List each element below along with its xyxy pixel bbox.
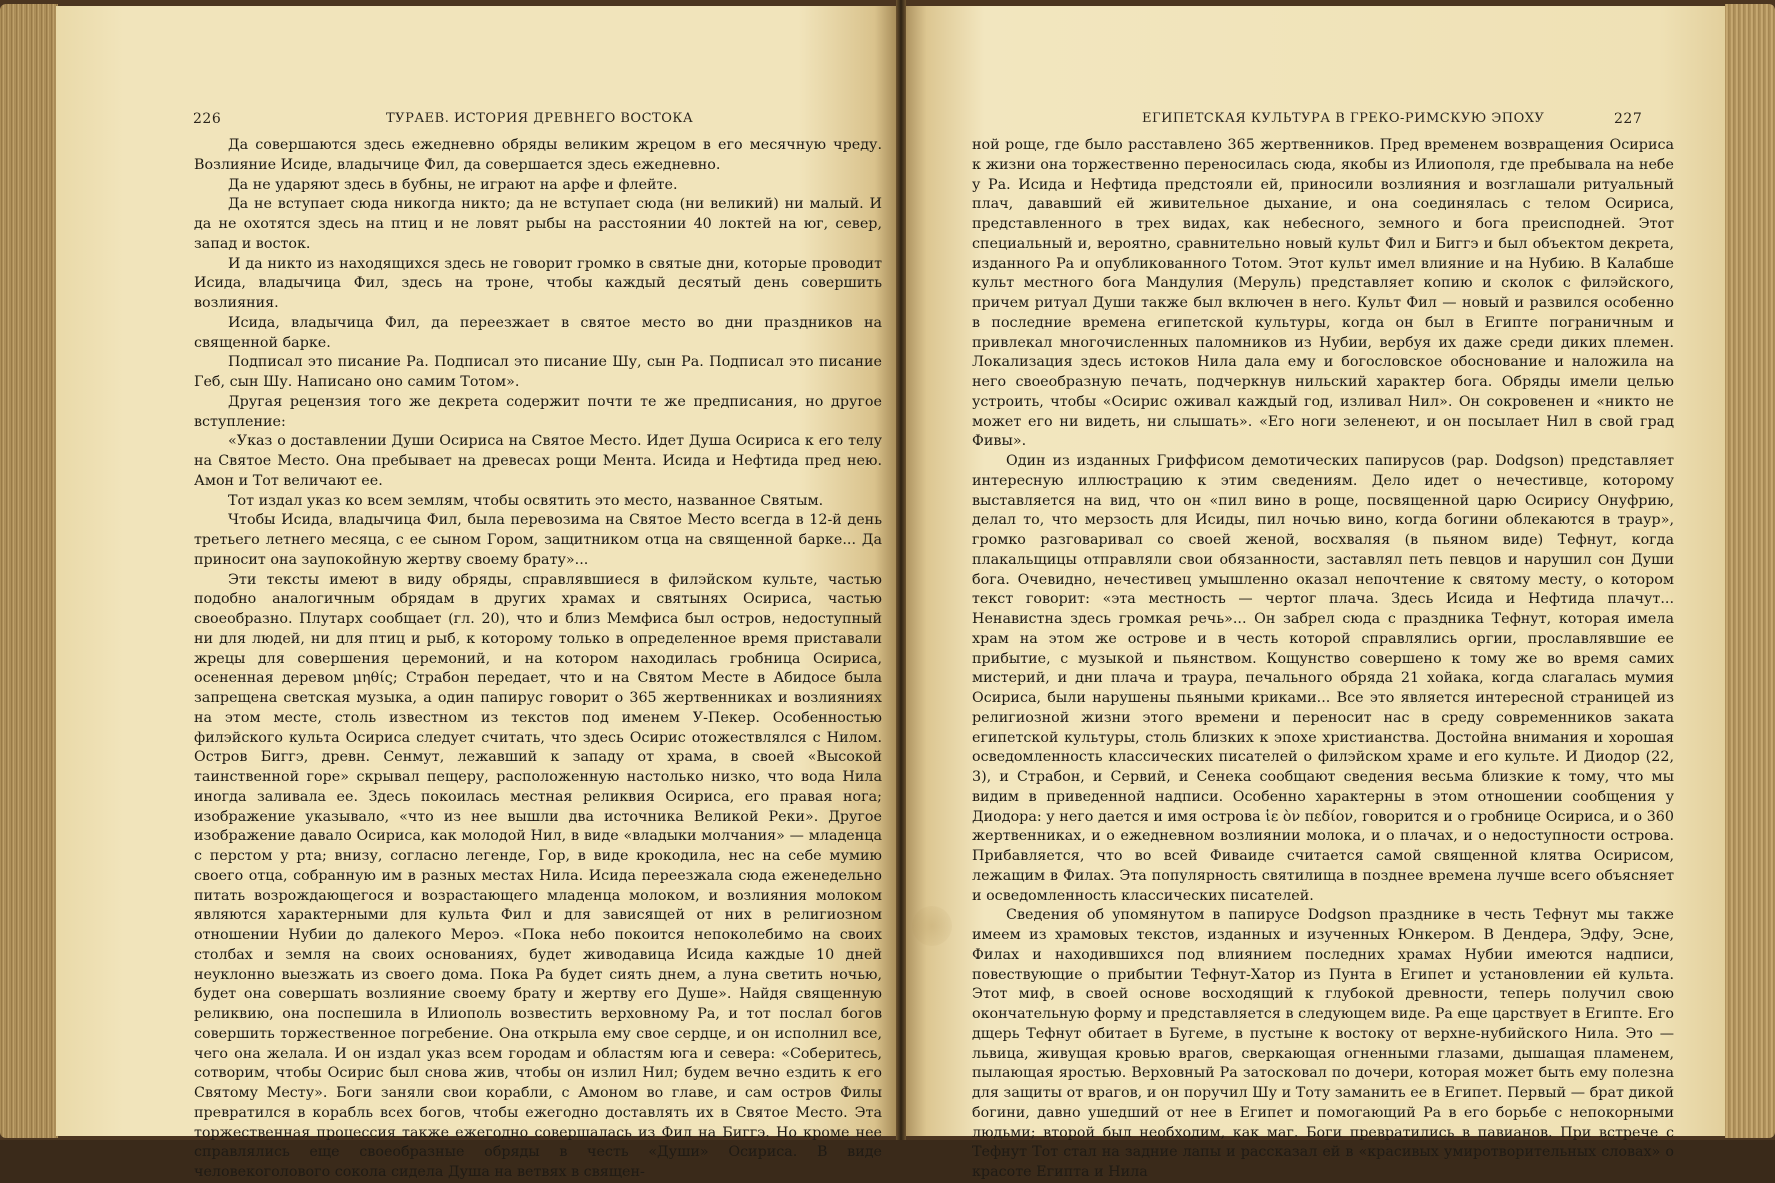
left-page-edges xyxy=(0,4,58,1138)
paragraph: Сведения об упомянутом в папирусе Dodgson празднике в честь Тефнут мы также имеем из храмовых текстов, изданных и изученных Юнкером. В Дендера, Эдфу, Эсне, Филах и находившихся под влиянием последних храмах Нубии имеются надписи, повествующие о прибытии Тефнут-Хатор из Пунта в Египет и установлении ей культа. Этот миф, в своей основе восходящий к глубокой древности, теперь получил свою окончательную форму и представляется в следующем виде. Ра еще царствует в Египте. Его дщерь Тефнут обитает в Бугеме, в пустыне к востоку от верхне-нубийского Нила. Это — львица, живущая кровью врагов, сверкающая огненными глазами, дышащая пламенем, пылающая яростью. Верховный Ра затосковал по дочери, которая может быть ему полезна для защиты от врагов, и он поручил Шу и Тоту заманить ее в Египет. Первый — брат дикой богини, давно ушедший от нее в Египет и помогающий Ра в его борьбе с непокорными людьми; второй был необходим, как маг. Боги превратились в павианов. При встрече с Тефнут Тот стал на задние лапы и рассказал ей в «красивых умиротворительных словах» о красоте Египта и Нила xyxy=(972,907,1674,1180)
running-head-right: ЕГИПЕТСКАЯ КУЛЬТУРА В ГРЕКО-РИМСКУЮ ЭПОХУ xyxy=(1142,111,1545,126)
left-page-text xyxy=(194,136,882,1183)
paragraph: Другая рецензия того же декрета содержит почти те же предписания, но другое вступление: xyxy=(194,393,882,430)
book-gutter xyxy=(896,0,906,1140)
paragraph: Да не вступает сюда никогда никто; да не вступает сюда (ни великий) ни малый. И да не охотятся здесь на птиц и не ловят рыбы на расстоянии 40 локтей на юг, север, запад и восток. xyxy=(194,196,882,252)
right-page-edges xyxy=(1725,4,1775,1138)
left-page xyxy=(56,6,900,1180)
paper-stain xyxy=(912,906,952,946)
page-number-left: 226 xyxy=(193,111,222,127)
paragraph: Один из изданных Гриффисом демотических папирусов (pap. Dodgson) представляет интересную иллюстрацию к этим сведениям. Дело идет о нечестивце, которому выставляется на вид, что он «пил вино в роще, посвященной царю Осирису Онуфрию, делал то, что мерзость для Исиды, пил ночью вино, когда богини облекаются в траур», громко разговаривал со своей женой, восхваляя (в пьяном виде) Тефнут, когда плакальщицы отправляли свои обязанности, заставлял петь певцов и нарушил сон Души бога. Очевидно, нечестивец умышленно оказал непочтение к святому месту, о котором текст говорит: «эта местность — чертог плача. Здесь Исида и Нефтида плачут... Ненавистна здесь громкая речь»... Он забрел сюда с праздника Тефнут, которая имела храм на этом же острове и в честь которой справлялись оргии, прославлявшие ее прибытие, с музыкой и пьянством. Кощунство совершено к тому же во время самих мистерий, и дни плача и траура, печального обряда 21 хойака, когда слагалась мумия Осириса, были нарушены пьяными криками... Все это является интересной страницей из религиозной жизни этого времени и переносит нас в среду современников заката египетской культуры, столь близких к эпохе христианства. Достойна внимания и хорошая осведомленность классических писателей о филэйском храме и его культе. И Диодор (22, 3), и Страбон, и Сервий, и Сенека сообщают сведения весьма близкие к тому, что мы видим в приведенной надписи. Особенно характерны в этом отношении сообщения у Диодора: у него дается и имя острова ἱε ὸν πεδίον, говорится и о гробнице Осириса, и о 360 жертвенниках, и о ежедневном возлиянии молока, и о плачах, и о недоступности острова. Прибавляется, что во всей Фиваиде считается самой священной клятва Осирисом, лежащим в Филах. Эта популярность святилища в позднее времена лучше всего объясняет и осведомленность классических писателей. xyxy=(972,453,1674,904)
paragraph: Исида, владычица Фил, да переезжает в святое место во дни праздников на священной барке. xyxy=(194,314,882,351)
paragraph: Да не ударяют здесь в бубны, не играют на арфе и флейте. xyxy=(228,176,678,193)
paragraph: ной роще, где было расставлено 365 жертвенников. Пред временем возвращения Осириса к жизни она торжественно переносилась сюда, якобы из Илиополя, где пребывала на небе у Ра. Исида и Нефтида предстояли ей, приносили возлияния и возглашали ритуальный плач, дававший ей живительное дыхание, и она соединялась с телом Осириса, представленного в трех видах, как небесного, земного и бога преисподней. Этот специальный и, вероятно, сравнительно новый культ Фил и Биггэ и был объектом декрета, изданного Ра и опубликованного Тотом. Этот культ имел влияние и на Нубию. В Калабше культ местного бога Мандулия (Меруль) представляет копию и сколок с филэйского, причем ритуал Души также был включен в него. Культ Фил — новый и развился особенно в последние времена египетской культуры, когда он был в Египте пограничным и привлекал многочисленных паломников из Нубии, вербуя их даже среди диких племен. Локализация здесь истоков Нила дала ему и богословское обоснование и наложила на него своеобразную печать, подчеркнув нильский характер бога. Обряды имели целью устроить, чтобы «Осирис оживал каждый год, изливал Нил». Он сокровенен и «никто не может его ни видеть, ни слышать». «Его ноги зеленеют, и он посылает Нил в свой град Фивы». xyxy=(972,137,1674,450)
paragraph: Подписал это писание Ра. Подписал это писание Шу, сын Ра. Подписал это писание Геб, сын Шу. Написано оно самим Тотом». xyxy=(194,354,882,390)
page-number-right: 227 xyxy=(1614,111,1643,127)
paragraph: Чтобы Исида, владычица Фил, была перевозима на Святое Место всегда в 12-й день третьего летнего месяца, с ее сыном Гором, защитником отца на священной барке... Да приносит она заупокойную жертву своему брату»... xyxy=(194,512,882,568)
right-page-text xyxy=(972,136,1674,1183)
paragraph: И да никто из находящихся здесь не говорит громко в святые дни, которые проводит Исида, владычица Фил, здесь на троне, чтобы каждый десятый день совершить возлияния. xyxy=(194,255,882,311)
paragraph: Тот издал указ ко всем землям, чтобы освятить это место, названное Святым. xyxy=(228,492,824,509)
right-page xyxy=(902,6,1725,1180)
paragraph: «Указ о доставлении Души Осириса на Святое Место. Идет Душа Осириса к его телу на Святое Место. Она пребывает на древесах рощи Мента. Исида и Нефтида пред нею. Амон и Тот величают ее. xyxy=(194,433,882,489)
paragraph: Эти тексты имеют в виду обряды, справлявшиеся в филэйском культе, частью подобно аналогичным обрядам в других храмах и святынях Осириса, частью своеобразно. Плутарх сообщает (гл. 20), что и близ Мемфиса был остров, недоступный ни для людей, ни для птиц и рыб, к которому только в определенное время приставали жрецы для совершения церемоний, и на котором находилась гробница Осириса, осененная деревом μηθίς; Страбон передает, что и на Святом Месте в Абидосе была запрещена светская музыка, а один папирус говорит о 365 жертвенниках и возлияниях на этом месте, столь известном из текстов под именем У-Пекер. Особенностью филэйского культа Осириса следует считать, что здесь Осирис отожествлялся с Нилом. Остров Биггэ, древн. Сенмут, лежавший к западу от храма, в своей «Высокой таинственной горе» скрывал пещеру, расположенную настолько низко, что вода Нила иногда заливала ее. Здесь покоилась местная реликвия Осириса, его правая нога; изображение указывало, «что из нее вышли два источника Великой Реки». Другое изображение давало Осириса, как молодой Нил, в виде «владыки молчания» — младенца с перстом у рта; внизу, согласно легенде, Гор, в виде крокодила, нес на себе мумию своего отца, собранную им в разных местах Нила. Исида переезжала сюда еженедельно питать возрождающегося и возрастающего младенца молоком, и возлияния молоком являются характерными для культа Фил и для зависящей от них в религиозном отношении Нубии до далекого Мероэ. «Пока небо покоится непоколебимо на своих столбах и земля на своих основаниях, будет живодавица Исида каждые 10 дней неуклонно выезжать из своего дома. Пока Ра будет сиять днем, а луна светить ночью, будет она совершать возлияние своему брату и жертву его Душе». Найдя священную реликвию, она поспешила в Илиополь возвестить верховному Ра, и тот послал богов совершить торжественное погребение. Она открыла ему свое сердце, и он исполнил все, чего она желала. И он издал указ всем городам и областям юга и севера: «Соберитесь, сотворим, чтобы Осирис был снова жив, чтобы он излил Нил; будем вечно ездить к его Святому Месту». Боги заняли свои корабли, с Амоном во главе, и сам остров Филы превратился в корабль всех богов, чтобы ежегодно доставлять их в Святое Место. Эта торжественная процессия также ежегодно совершалась из Фил на Биггэ. Но кроме нее справлялись еще своеобразные обряды в честь «Души» Осириса. В виде человекоголового сокола сидела Душа на ветвях в священ- xyxy=(194,571,882,1180)
running-head-left: ТУРАЕВ. ИСТОРИЯ ДРЕВНЕГО ВОСТОКА xyxy=(386,111,694,126)
paragraph: Да совершаются здесь ежедневно обряды великим жрецом в его месячную чреду. Возлияние Исиде, владычице Фил, да совершается здесь ежедневно. xyxy=(194,137,882,173)
